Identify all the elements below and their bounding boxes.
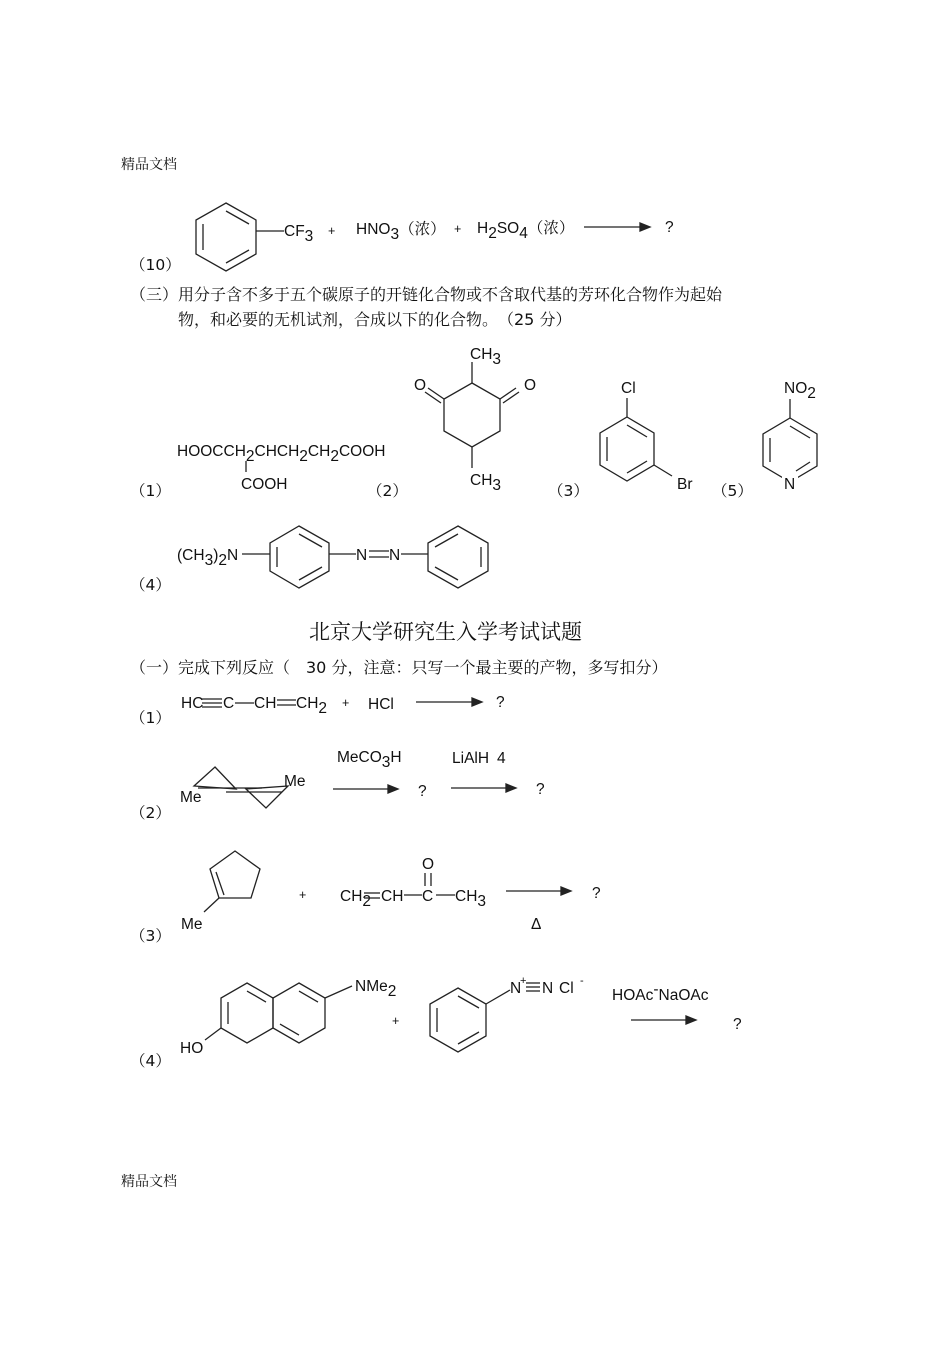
diazo-n2: N — [542, 980, 554, 997]
carbonyl-o-right: O — [524, 377, 537, 394]
azo-n1: N — [356, 547, 368, 564]
r3-ch2: CH2 — [340, 888, 372, 910]
section3-instruction-line1: （三）用分子含不多于五个碳原子的开链化合物或不含取代基的芳环化合物作为起始 — [130, 285, 723, 304]
page-footer: 精品文档 — [121, 1174, 177, 1190]
r3-ch: CH — [381, 888, 404, 905]
hno3: HNO3（浓） — [356, 221, 446, 243]
diazo-plus: + — [520, 975, 527, 987]
chloro-substituent: Cl — [621, 380, 636, 397]
r1-label: （1） — [130, 709, 171, 727]
chloride-charge: - — [580, 975, 584, 987]
r3-product: ? — [592, 885, 601, 902]
r2-me-right: Me — [284, 773, 306, 790]
r3-c: C — [422, 888, 434, 905]
exam-section1-instruction: （一）完成下列反应（ 30 分，注意：只写一个最主要的产物，多写扣分） — [130, 658, 668, 677]
r2-product: ? — [536, 781, 545, 798]
r4-label: （4） — [130, 1052, 171, 1070]
naphthol-structure — [221, 983, 325, 1043]
bromo-substituent: Br — [677, 476, 693, 493]
exam-title: 北京大学研究生入学考试试题 — [309, 620, 582, 644]
nitro-group: NO2 — [784, 380, 816, 402]
h2so4: H2SO4（浓） — [477, 220, 575, 242]
dimethylamino-group: (CH3)2N — [177, 547, 239, 569]
r1-ch2: CH2 — [296, 695, 328, 717]
s3-item4-label: （4） — [130, 576, 171, 594]
s3-item1-label: （1） — [130, 482, 171, 500]
s3-item5-label: （5） — [712, 482, 753, 500]
chloride: Cl — [559, 980, 574, 997]
r3-ch3: CH3 — [455, 888, 487, 910]
plus-sign: + — [299, 888, 307, 902]
pyridine-n: N — [784, 476, 796, 493]
r3-me: Me — [181, 916, 203, 933]
q10-label: （10） — [130, 256, 181, 274]
carbonyl-o-left: O — [414, 377, 427, 394]
r1-hc: HC — [181, 695, 204, 712]
s3-item2-label: （2） — [367, 482, 408, 500]
r3-label: （3） — [130, 927, 171, 945]
section3-instruction-line2: 物，和必要的无机试剂，合成以下的化合物。 （25 分） — [178, 310, 572, 329]
r1-c: C — [223, 695, 235, 712]
r4-ho: HO — [180, 1040, 204, 1057]
reagent-lialh4: LiAlH 4 — [452, 750, 506, 767]
plus-sign: + — [454, 222, 462, 236]
plus-sign: + — [342, 696, 350, 710]
r2-label: （2） — [130, 804, 171, 822]
r1-ch: CH — [254, 695, 277, 712]
heat-symbol: Δ — [531, 916, 542, 933]
plus-sign: + — [392, 1014, 400, 1028]
tricarboxylic-chain: HOOCCH2CHCH2CH2COOH — [177, 443, 386, 465]
r4-nme2: NMe2 — [355, 978, 397, 1000]
r1-hcl: HCl — [368, 696, 394, 713]
cooh-branch: COOH — [241, 476, 288, 493]
ch3-bottom: CH3 — [470, 472, 502, 494]
page-header: 精品文档 — [121, 157, 177, 173]
cf3-group: CF3 — [284, 223, 314, 245]
diazonium-benzene-ring — [430, 988, 486, 1052]
product-question: ? — [665, 219, 674, 236]
reagent-hoac-naoac: HOAc-NaOAc — [612, 981, 709, 1004]
r2-intermediate: ? — [418, 783, 427, 800]
plus-sign: + — [328, 224, 336, 238]
ch3-top: CH3 — [470, 346, 502, 368]
bicyclopropylidene-structure — [194, 767, 288, 808]
r2-me-left: Me — [180, 789, 202, 806]
r1-product: ? — [496, 694, 505, 711]
r4-product: ? — [733, 1016, 742, 1033]
azo-n2: N — [389, 547, 401, 564]
s3-item3-label: （3） — [548, 482, 589, 500]
reagent-mcpba: MeCO3H — [337, 749, 402, 771]
diazo-n1: N — [510, 980, 522, 997]
r3-carbonyl-o: O — [422, 856, 435, 873]
